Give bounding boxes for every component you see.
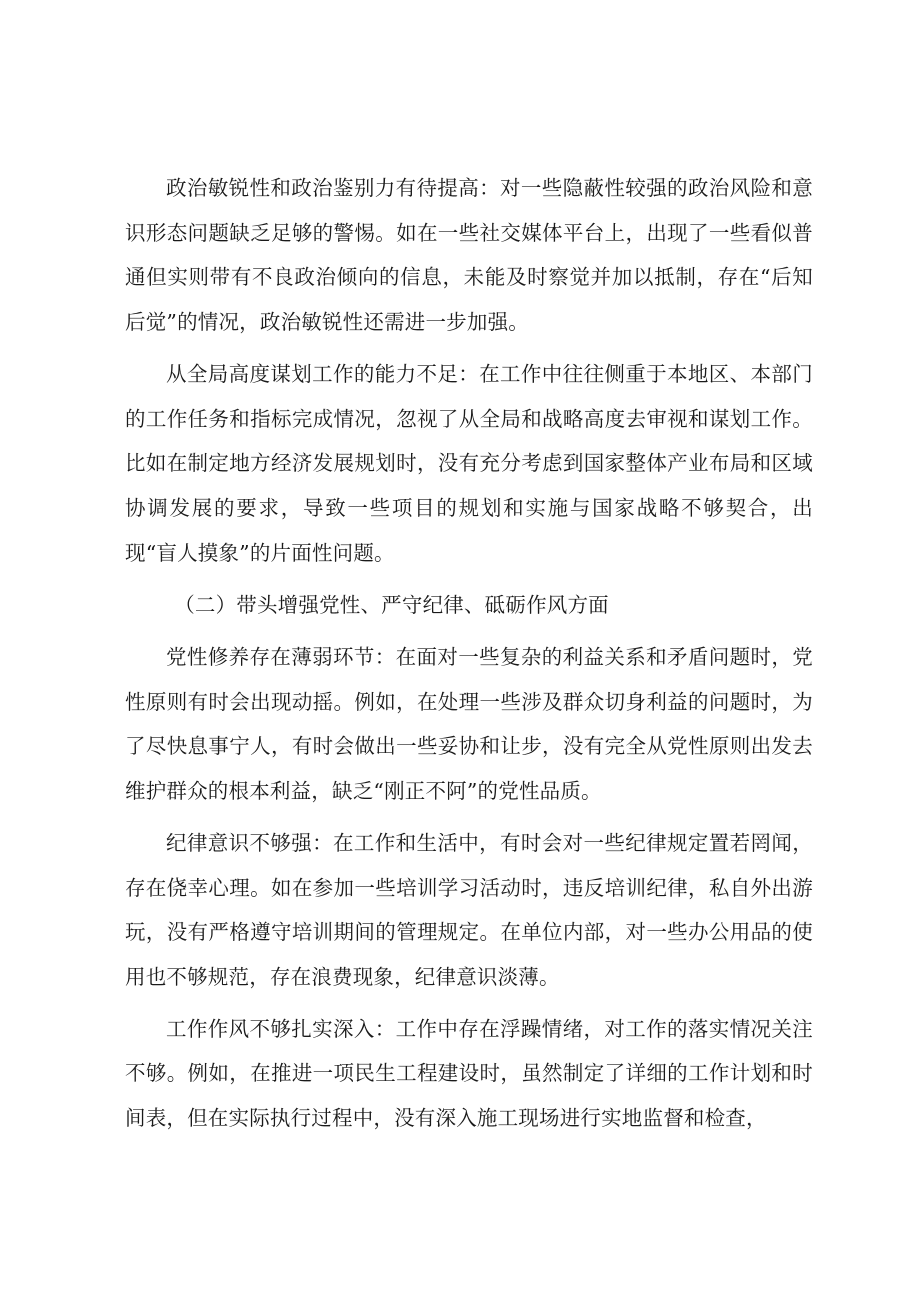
paragraph-political-sensitivity: 政治敏锐性和政治鉴别力有待提高：对一些隐蔽性较强的政治风险和意识形态问题缺乏足够的警惕。如在一些社交媒体平台上，出现了一些看似普通但实则带有不良政治倾向的信息，未能及时察觉并加以抵制，存在“后知后觉”的情况，政治敏锐性还需进一步加强。 [125,176,813,335]
paragraph-overall-planning: 从全局高度谋划工作的能力不足：在工作中往往侧重于本地区、本部门的工作任务和指标完成情况，忽视了从全局和战略高度去审视和谋划工作。比如在制定地方经济发展规划时，没有充分考虑到国家整体产业布局和区域协调发展的要求，导致一些项目的规划和实施与国家战略不够契合，出现“盲人摸象”的片面性问题。 [125,361,813,565]
section-heading: （二）带头增强党性、严守纪律、砥砺作风方面 [174,593,609,618]
paragraph-discipline: 纪律意识不够强：在工作和生活中，有时会对一些纪律规定置若罔闻，存在侥幸心理。如在参加一些培训学习活动时，违反培训纪律，私自外出游玩，没有严格遵守培训期间的管理规定。在单位内部，对一些办公用品的使用也不够规范，存在浪费现象，纪律意识淡薄。 [125,830,813,989]
paragraph-party-spirit: 党性修养存在薄弱环节：在面对一些复杂的利益关系和矛盾问题时，党性原则有时会出现动摇。例如，在处理一些涉及群众切身利益的问题时，为了尽快息事宁人，有时会做出一些妥协和让步，没有完全从党性原则出发去维护群众的根本利益，缺乏“刚正不阿”的党性品质。 [125,645,813,804]
document-body [125,166,813,1141]
paragraph-work-style: 工作作风不够扎实深入：工作中存在浮躁情绪，对工作的落实情况关注不够。例如，在推进一项民生工程建设时，虽然制定了详细的工作计划和时间表，但在实际执行过程中，没有深入施工现场进行实地监督和检查， [125,1016,813,1131]
